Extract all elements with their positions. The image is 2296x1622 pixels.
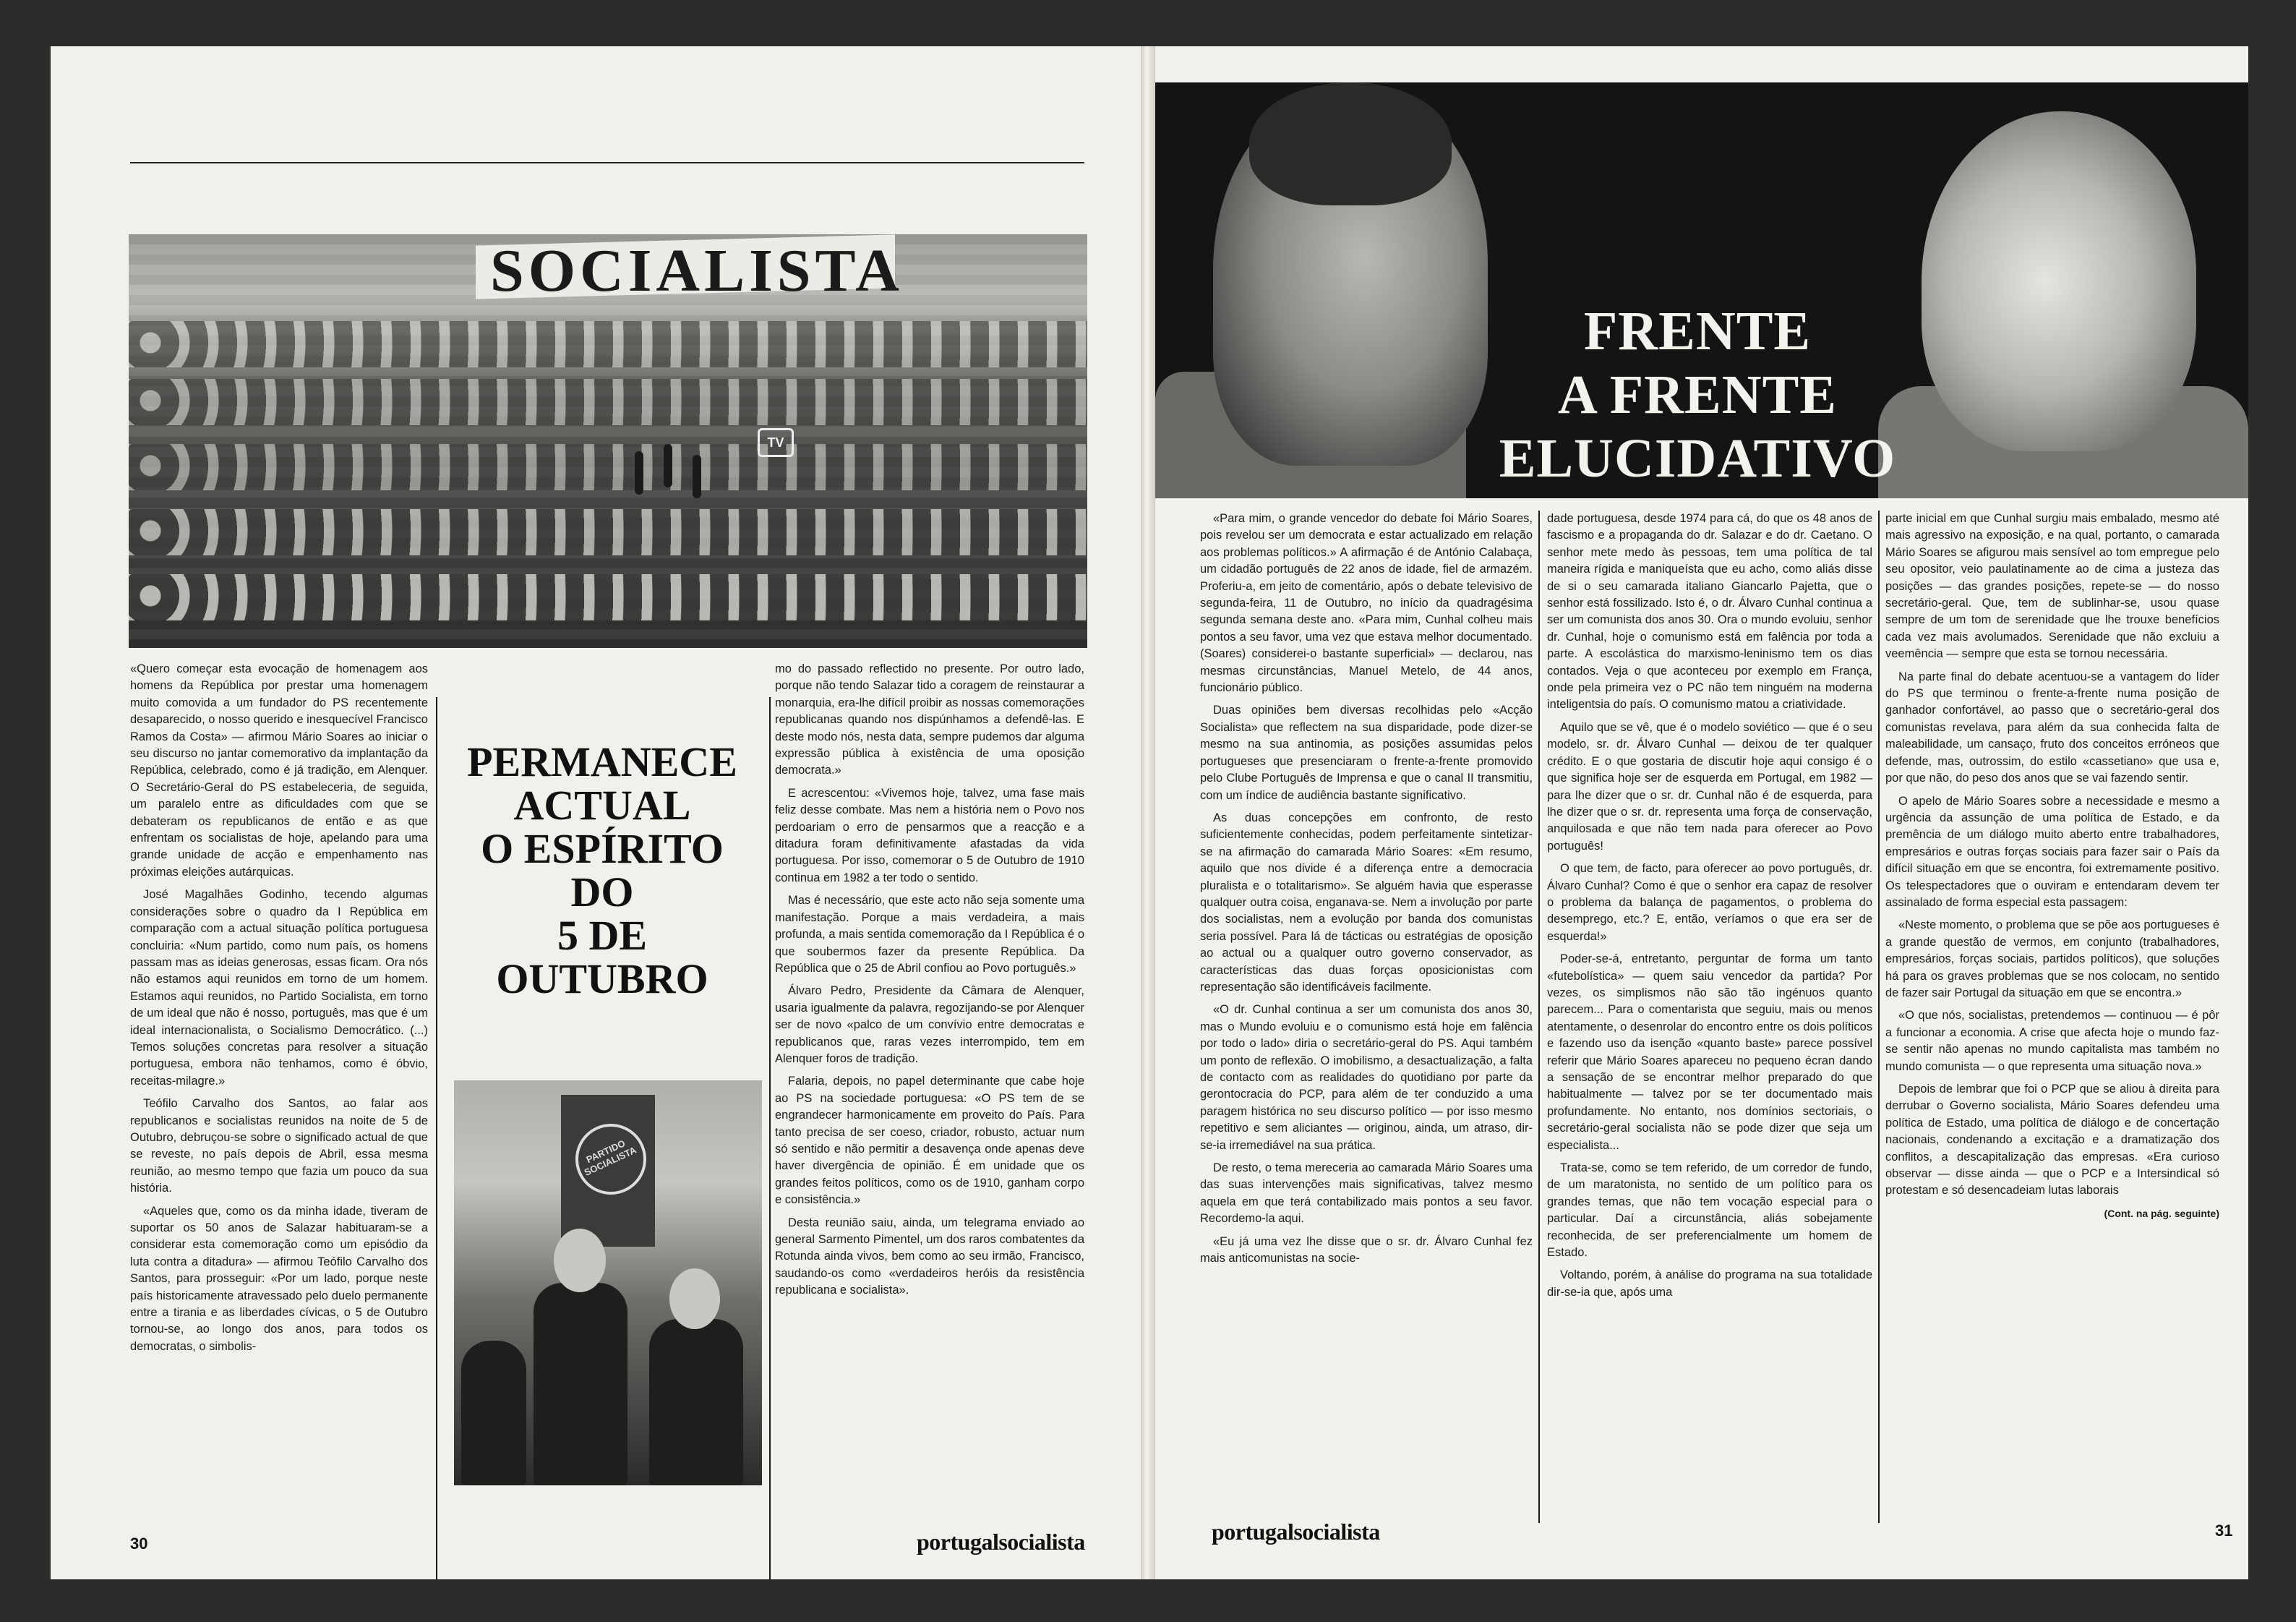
paragraph: «O que nós, socialistas, pretendemos — continuou — é pôr a funcionar a economia. A crise que afecta hoje o mundo faz-se sentir não apenas no mundo capitalista mas também no mundo comunista — o que representa uma situação nova.»: [1885, 1009, 2219, 1073]
page-number: 30: [130, 1535, 148, 1553]
photo-banner-text: SOCIALISTA: [490, 237, 904, 304]
listener-figure: [649, 1319, 743, 1485]
column-divider: [769, 697, 771, 1579]
paragraph: «Para mim, o grande vencedor do debate foi Mário Soares, pois revelou ser um democrata e estar actualizado em relação aos problemas políticos.» A afirmação é de António Calabaça, um cidadão português de 22 anos de idade, fiel de armazém. Proferiu-a, em jeito de comentário, após o debate televisivo de segunda-feira, 11 de Outubro, no início da quadragésima segunda semana deste ano. «Para mim, Cunhal colheu mais pontos a seu favor, uma vez que estava melhor documentado. (Soares) considerei-o bastante superficial» — declarou, nas mesmas circunstâncias, Manuel Metelo, de 44 anos, funcionário público.: [1200, 512, 1533, 695]
paragraph: dade portuguesa, desde 1974 para cá, do que os 48 anos de fascismo e a propaganda do dr. Salazar e do dr. Caetano. O senhor mete medo às pessoas, tem uma política de tal maneira rígida e maniqueísta que eu acho, como aliás disse de si o seu camarada italiano Giancarlo Pajetta, que o senhor está fossilizado. Isto é, o dr. Álvaro Cunhal continua a ser um comunista dos anos 30. Ora o mundo evoluiu, senhor dr. Cunhal, hoje o comunismo está em falência por toda a parte. A escolástica do marxismo-leninismo tem os dias contados. Veja o que aconteceu por exemplo em França, onde pela primeira vez o PC não tem ninguém na moderna inteligentsia do país. O comunismo matou a criatividade.: [1547, 512, 1872, 712]
headline-line: OUTUBRO: [496, 955, 708, 1002]
publication-brand: portugalsocialista: [1212, 1519, 1380, 1545]
paragraph: Aquilo que se vê, que é o modelo soviético — que é o seu modelo, sr. dr. Álvaro Cunhal — deixou de ter qualquer crédito. E o que gostaria de discutir hoje aqui consigo é o que significa hoje ser de esquerda em Portugal, em 1982 — para lhe dizer que o sr. dr. Cunhal não é de esquerda, para lhe dizer que o sr. dr. representa uma força de conservação, anquilosada e que não tem nada para oferecer ao Povo português!: [1547, 720, 1872, 853]
paragraph: O apelo de Mário Soares sobre a necessidade e mesmo a urgência da assunção de uma política de Estado, e da premência de um diálogo muito aberto entre trabalhadores, empresários e outras forças sociais para fazer sair o País da difícil situação em que se encontra, foi extremamente positivo. Os telespectadores que o ouviram e entendaram devem ter assinalado de forma especial esta passagem:: [1885, 794, 2219, 909]
right-face: [1922, 111, 2196, 451]
right-page: [1155, 46, 2248, 1579]
flag-text: PARTIDO SOCIALISTA: [582, 1137, 638, 1179]
microphone-icon: [635, 451, 643, 495]
left-face-hair: [1249, 82, 1452, 205]
headline-line: FRENTE: [1583, 301, 1812, 362]
headline-line: ACTUAL: [513, 782, 691, 829]
paragraph: «O dr. Cunhal continua a ser um comunista dos anos 30, mas o Mundo evoluiu e o comunismo está hoje em falência por todo o lado» diria o secretário-geral do PS. Aqui também um ponto de reflexão. O imobilismo, a desactualização, a falta de contacto com as realidades do quotidiano por parte da gerontocracia do PCP, para além de ter conduzido a uma paragem histórica no seu discurso político — por isso mesmo repetitivo e sem aliciantes — originou, ainda, um atraso, dir-se-ia irremediável na sua prática.: [1200, 1003, 1533, 1152]
crowd-row: [129, 509, 1087, 555]
column-divider: [1538, 511, 1540, 1523]
crowd-row: [129, 321, 1087, 367]
paragraph: Duas opiniões bem diversas recolhidas pelo «Acção Socialista» que reflectem na sua disparidade, pode dizer-se mesmo na sua antinomia, as posições assumidas pelos portugueses que presenciaram o frente-a-frente promovido pelo Clube Português de Imprensa e que o canal II transmitiu, com um índice de audiência bastante significativo.: [1200, 704, 1533, 802]
headline-line: O ESPÍRITO: [481, 825, 724, 872]
page-number: 31: [2215, 1521, 2233, 1540]
right-article-column-3: [1885, 511, 2219, 1523]
rally-photo: [129, 234, 1087, 648]
paragraph: Trata-se, como se tem referido, de um corredor de fundo, de um maratonista, no sentido de um político para os grandes temas, que não tem vocação especial para o particular. Daí a circunstância, aliás sobejamente reconhecida, de ser preferencialmente um homem de Estado.: [1547, 1161, 1872, 1260]
paragraph: «Eu já uma vez lhe disse que o sr. dr. Álvaro Cunhal fez mais anticomunistas na socie-: [1200, 1234, 1533, 1265]
publication-brand: portugalsocialista: [917, 1529, 1085, 1555]
paragraph: José Magalhães Godinho, tecendo algumas considerações sobre o quadro da I República em comparação com a actual situação política portuguesa concluiria: «Num partido, como num país, os homens passam mas as ideias generosas, essas ficam. Ora nós não estamos aqui reunidos em torno de um homem. Estamos aqui reunidos, no Partido Socialista, em torno de um ideal que não é nosso, português, mas que é um ideal internacionalista, o Socialismo Democrático. (...) Temos soluções concretas para resolver a situação portuguesa, embora não tenhamos, como é óbvio, receitas-milagre.»: [130, 888, 428, 1088]
podium-photo: [454, 1080, 762, 1485]
left-page: [51, 46, 1141, 1579]
top-rule: [130, 162, 1084, 163]
column-divider: [1878, 511, 1880, 1523]
headline-line: DO: [570, 868, 634, 915]
right-article-column-2: [1547, 511, 1872, 1523]
paragraph: Poder-se-á, entretanto, perguntar de forma um tanto «futebolística» — quem saiu vencedor da partida? Por vezes, os simplismos não são tão ingénuos quanto parecem... Para o comentarista que seguiu, mais ou menos atentamente, o desenrolar do encontro entre os dois políticos e fazendo uso da isenção «quanto baste» parece possível referir que Mário Soares apareceu no pequeno écran dando a sensação de se encontrar melhor preparado do que habitualmente — talvez por se ter documentado mais profundamente. No entanto, nos domínios sectoriais, o secretário-geral socialista não se pode dizer que seja um especialista...: [1547, 952, 1872, 1152]
paragraph: mo do passado reflectido no presente. Por outro lado, porque não tendo Salazar tido a coragem de reinstaurar a monarquia, era-lhe difícil proibir as nossas comemorações republicanas quando nos dispúnhamos a defendê-las. E deste modo nós, nesta data, sempre pudemos dar alguma expressão pública à existência de uma oposição democrata.»: [775, 662, 1084, 777]
crowd-row: [129, 379, 1087, 425]
listener-head: [669, 1268, 720, 1329]
microphone-icon: [664, 444, 672, 487]
paragraph: Depois de lembrar que foi o PCP que se aliou à direita para derrubar o Governo socialista, Mário Soares defendeu uma política de Estado, uma política de diálogo e de concertação nacionais, condenando a excitação e a dramatização dos conflitos, a descapitalização das empresas. «Era curioso observar — disse ainda — que o PCP e a Intersindical só protestam e só desencadeiam lutas laborais: [1885, 1083, 2219, 1198]
paragraph: Mas é necessário, que este acto não seja somente uma manifestação. Porque a mais verdadeira, a mais profunda, a mais sentida comemoração da I República é o que soubermos fazer da presente República. Da República que o 25 de Abril confiou ao Povo português.»: [775, 894, 1084, 975]
headline-line: 5 DE: [557, 912, 648, 959]
crowd-row: [129, 574, 1087, 620]
left-article-column-3: [775, 661, 1084, 1579]
paragraph: E acrescentou: «Vivemos hoje, talvez, uma fase mais feliz desse combate. Mas nem a história nem o Povo nos perdoariam o erro de pensarmos que a reacção e a ditadura foram definitivamente afastadas da vida portuguesa. Por isso, comemorar o 5 de Outubro de 1910 continua em 1982 a ter todo o sentido.: [775, 786, 1084, 884]
headline-line: ELUCIDATIVO: [1499, 428, 1896, 489]
headline-line: A FRENTE: [1558, 364, 1837, 425]
tv-label: TV: [758, 428, 794, 457]
paragraph: Teófilo Carvalho dos Santos, ao falar aos republicanos e socialistas reunidos na noite de 5 de Outubro, debruçou-se sobre o significado actual de que se reveste, no país depois de Abril, essa mesma reunião, ao mesmo tempo que fazia um pouco da sua história.: [130, 1097, 428, 1195]
left-headline: [441, 740, 763, 1001]
right-headline: [1444, 299, 1950, 490]
listener-figure: [461, 1341, 526, 1485]
continuation-note: (Cont. na pág. seguinte): [2104, 1207, 2219, 1219]
speaker-head: [554, 1229, 606, 1292]
faces-photo: [1155, 82, 2248, 498]
speaker-figure: [534, 1283, 627, 1485]
paragraph: De resto, o tema mereceria ao camarada Mário Soares uma das suas intervenções mais significativas, talvez mesmo aquela em que terá contabilizado mais pontos a seu favor. Recordemo-la aqui.: [1200, 1161, 1533, 1226]
paragraph: Falaria, depois, no papel determinante que cabe hoje ao PS na sociedade portuguesa: «O PS tem de se engrandecer harmonicamente em proveito do País. Para tanto precisa de ser coeso, criador, robusto, actuar num só sentido e não permitir a desavença onde apenas deve haver divergência de opinião. É em unidade que os grandes feitos políticos, como os de 1910, ganham corpo e consistência.»: [775, 1075, 1084, 1207]
paragraph: «Aqueles que, como os da minha idade, tiveram de suportar os 50 anos de Salazar habituaram-se a considerar esta comemoração como um episódio da luta contra a ditadura» — afirmou Teófilo Carvalho dos Santos, para prosseguir: «Por um lado, porque neste país historicamente atravessado pelo duelo permanente entre a tirania e as liberdades cívicas, o 5 de Outubro tornou-se, ao longo dos anos, para todos os democratas, o simbolis-: [130, 1204, 428, 1353]
spine-gutter: [1141, 46, 1155, 1579]
paragraph: «Quero começar esta evocação de homenagem aos homens da República por prestar uma homenagem muito comovida a um fundador do PS recentemente desaparecido, o nosso querido e inesquecível Francisco Ramos da Costa» — afirmou Mário Soares ao iniciar o seu discurso no jantar comemorativo da implantação da República, celebrado, como é já tradição, em Alenquer. O Secretário-Geral do PS estabeleceria, de seguida, um paralelo entre as dificuldades com que se debateram os republicanos de então e as que enfrentam os socialistas de hoje, apelando para uma grande unidade de acção e empenhamento nas próximas eleições autárquicas.: [130, 662, 428, 879]
paragraph: Álvaro Pedro, Presidente da Câmara de Alenquer, usaria igualmente da palavra, regozijando-se por Alenquer ser de novo «palco de um convívio entre democratas e republicanos que, raras vezes interrompido, tem em Alenquer foros de tradição.: [775, 984, 1084, 1065]
paragraph: O que tem, de facto, para oferecer ao povo português, dr. Álvaro Cunhal? Como é que o senhor era capaz de resolver o problema da balança de pagamentos, o problema do desemprego, etc.? E, então, veríamos o que era ser de esquerda!»: [1547, 862, 1872, 943]
crowd-row: [129, 444, 1087, 490]
column-divider: [436, 697, 437, 1579]
left-article-column-1: [130, 661, 428, 1579]
paragraph: Desta reunião saiu, ainda, um telegrama enviado ao general Sarmento Pimentel, um dos raros combatentes da Rotunda ainda vivos, bem como ao seu irmão, Francisco, saudando-os como «verdadeiros heróis da resistência republicana e socialista».: [775, 1216, 1084, 1297]
paragraph: Na parte final do debate acentuou-se a vantagem do líder do PS que terminou o frente-a-frente numa posição de ganhador confortável, ao passo que o secretário-geral dos comunistas revelava, para além da sua conhecida falta de maleabilidade, um cansaço, fruto dos conceitos erróneos que defende, mas, outrossim, do estilo «cassetiano» que usa e, por que não, do peso dos anos que se vai fazendo sentir.: [1885, 670, 2219, 785]
paragraph: «Neste momento, o problema que se põe aos portugueses é a grande questão de vermos, em conjunto (trabalhadores, empresários, forças sociais, partidos políticos), que soluções há para os graves problemas que se nos colocam, no sentido de fazer sair Portugal da situação em que se encontra.»: [1885, 918, 2219, 999]
party-flag: [561, 1095, 655, 1247]
paragraph: As duas concepções em confronto, de resto suficientemente conhecidas, podem perfeitamente sintetizar-se na afirmação do camarada Mário Soares: «Em resumo, aquilo que nos divide é a diferença entre a democracia pluralista e o totalitarismo». Se alguém havia que esperasse qualquer outra coisa, enganava-se. Nem a involução por parte dos socialistas, nem a evolução por banda dos comunistas seria possível. Para lá de tácticas ou estratégias de oposição ao actual ou a qualquer outro governo conservador, as características das duas forças oposicionistas com representação são identificáveis facilmente.: [1200, 811, 1533, 994]
paragraph: parte inicial em que Cunhal surgiu mais embalado, mesmo até mais agressivo na exposição, e na qual, portanto, o camarada Mário Soares se afigurou mais sensível ao tom empregue pelo seu opositor, veio paulatinamente ao de cima a justeza das posições — das grandes posições, repete-se — do nosso secretário-geral. Que, tem de sublinhar-se, usou quase sempre de um tom de serenidade que lhe trouxe benefícios cada vez mais avolumados. Serenidade que não excluiu a veemência — sempre que esta se tornou necessária.: [1885, 512, 2219, 661]
microphone-icon: [693, 455, 701, 498]
right-article-column-1: [1200, 511, 1533, 1523]
headline-line: PERMANECE: [467, 738, 737, 785]
paragraph: Voltando, porém, à análise do programa na sua totalidade dir-se-ia que, após uma: [1547, 1268, 1872, 1299]
